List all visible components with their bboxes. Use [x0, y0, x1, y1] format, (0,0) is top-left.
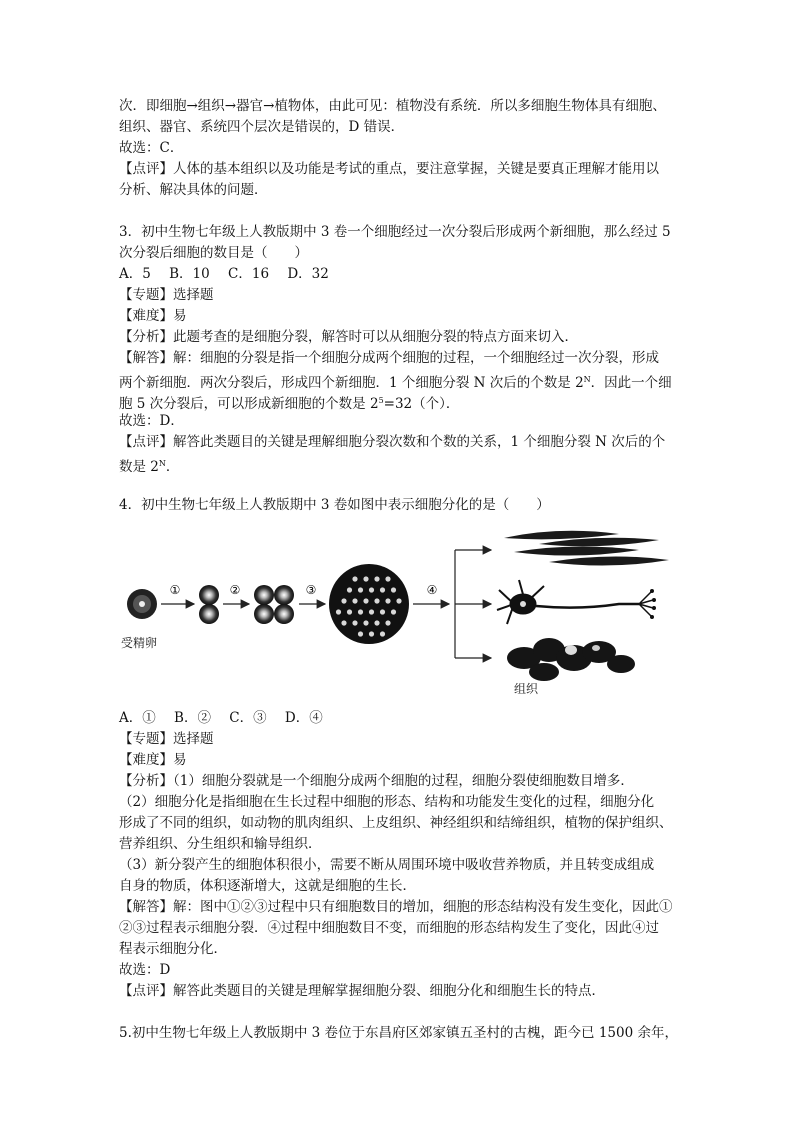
two-cell-stage	[199, 585, 219, 624]
q4-option-a: A．①	[119, 710, 156, 726]
cell-mass-spot	[352, 598, 357, 603]
q3-option-c: C．16	[228, 266, 270, 282]
q3-comment-line-1: 【点评】解答此类题目的关键是理解细胞分裂次数和个数的关系，1 个细胞分裂 N 次后的个	[119, 434, 666, 450]
cell-mass-spot	[385, 620, 390, 625]
cell-mass	[329, 564, 409, 644]
cell-mass-spot	[369, 609, 374, 614]
branch-bracket	[455, 550, 491, 658]
q4-stem: 4．初中生物七年级上人教版期中 3 卷如图中表示细胞分化的是（ ）	[119, 497, 550, 513]
step-label-4: ④	[426, 583, 438, 597]
q4-option-b: B．②	[174, 710, 211, 726]
q3-option-d: D．32	[287, 266, 329, 282]
tissue-label: 组织	[514, 682, 539, 696]
cell-mass-spot	[369, 587, 374, 592]
spacer	[119, 474, 679, 495]
q4-analysis-line-1: 【分析】（1）细胞分裂就是一个细胞分成两个细胞的过程，细胞分裂使细胞数目增多．	[119, 773, 634, 789]
q3-analysis: 【分析】此题考查的是细胞分裂，解答时可以从细胞分裂的特点方面来切入．	[119, 329, 578, 345]
cell-mass-spot	[380, 587, 385, 592]
q3-answer: 故选：D．	[119, 413, 184, 429]
muscle-tissue	[504, 531, 669, 566]
q4-options	[119, 708, 679, 729]
prev-comment-line-1: 【点评】人体的基本组织以及功能是考试的重点，要注意掌握，关键是要真正理解才能用以	[119, 161, 659, 177]
q3-option-a: A．5	[119, 266, 151, 282]
q4-option-d: D．④	[284, 710, 323, 726]
q3-solution-line-3: 胞 5 次分裂后，可以形成新细胞的个数是 $2^5=32$（个）．	[119, 396, 460, 412]
prev-text-line-1: 次．即细胞→组织→器官→植物体，由此可见：植物没有系统．所以多细胞生物体具有细胞、	[119, 98, 666, 114]
q3-comment-line-2: 数是 $2^N$．	[119, 459, 180, 475]
q3-stem-line-1: 3．初中生物七年级上人教版期中 3 卷一个细胞经过一次分裂后形成两个新细胞，那么经过 5	[119, 224, 671, 240]
prev-comment-line-2: 分析、解决具体的问题．	[119, 182, 268, 198]
document-page	[119, 96, 679, 1044]
cell-mass-spot	[385, 576, 390, 581]
q3-topic: 【专题】选择题	[119, 287, 214, 303]
cell-mass-spot	[352, 576, 357, 581]
tissue-cell-cluster	[507, 638, 635, 681]
q3-difficulty: 【难度】易	[119, 308, 187, 324]
step-label-2: ②	[229, 583, 241, 597]
q4-analysis-line-4: 营养组织、分生组织和输导组织．	[119, 836, 322, 852]
q4-difficulty: 【难度】易	[119, 752, 187, 768]
q4-option-c: C．③	[229, 710, 267, 726]
cell-mass-spot	[391, 609, 396, 614]
q3-stem-line-2: 次分裂后细胞的数目是（ ）	[119, 245, 308, 261]
q4-analysis-line-5: （3）新分裂产生的细胞体积很小，需要不断从周围环境中吸收营养物质，并且转变成组成	[119, 857, 655, 873]
q4-solution-line-3: 程表示细胞分化．	[119, 941, 227, 957]
prev-answer: 故选：C．	[119, 140, 184, 156]
cell-mass-spot	[341, 620, 346, 625]
four-cell-stage	[254, 585, 294, 624]
cell-mass-spot	[358, 631, 363, 636]
q3-option-b: B．10	[169, 266, 210, 282]
fertilized-egg-label: 受精卵	[121, 636, 158, 650]
cell-mass-spot	[380, 631, 385, 636]
q4-analysis-line-3: 形成了不同的组织，如动物的肌肉组织、上皮组织、神经组织和结缔组织，植物的保护组织、	[119, 815, 673, 831]
cell-mass-spot	[358, 609, 363, 614]
cell-differentiation-figure	[119, 520, 679, 700]
step-label-1: ①	[169, 583, 181, 597]
cell-mass-spot	[374, 576, 379, 581]
fertilized-egg	[127, 589, 157, 619]
cell-mass-spot	[363, 576, 368, 581]
nerve-cell	[497, 580, 656, 624]
q5-stem: 5.初中生物七年级上人教版期中 3 卷位于东昌府区郊家镇五圣村的古槐，距今已 1500 余年，	[119, 1025, 678, 1041]
q3-solution-line-2: 两个新细胞．两次分裂后，形成四个新细胞．1 个细胞分裂 N 次后的个数是 $2^N$．因此一个细	[119, 375, 672, 391]
q4-comment: 【点评】解答此类题目的关键是理解掌握细胞分裂、细胞分化和细胞生长的特点．	[119, 983, 605, 999]
spacer	[119, 201, 679, 222]
q4-answer: 故选：D	[119, 962, 171, 978]
cell-mass-spot	[363, 598, 368, 603]
q3-options	[119, 264, 679, 285]
cell-mass-spot	[369, 631, 374, 636]
figure-svg	[119, 520, 679, 700]
spacer	[119, 1002, 679, 1023]
cell-mass-spot	[347, 609, 352, 614]
cell-mass-spot	[363, 620, 368, 625]
q3-solution-line-1: 【解答】解：细胞的分裂是指一个细胞分成两个细胞的过程，一个细胞经过一次分裂，形成	[119, 350, 659, 366]
cell-mass-spot	[352, 620, 357, 625]
q4-analysis-line-2: （2）细胞分化是指细胞在生长过程中细胞的形态、结构和功能发生变化的过程，细胞分化	[119, 794, 655, 810]
step-label-3: ③	[305, 583, 317, 597]
cell-mass-spot	[374, 598, 379, 603]
cell-mass-spot	[391, 587, 396, 592]
q4-topic: 【专题】选择题	[119, 731, 214, 747]
cell-mass-spot	[385, 598, 390, 603]
cell-mass-spot	[374, 620, 379, 625]
q4-analysis-line-6: 自身的物质，体积逐渐增大，这就是细胞的生长．	[119, 878, 416, 894]
cell-mass-spot	[347, 587, 352, 592]
cell-mass-spot	[396, 598, 401, 603]
cell-mass-spot	[336, 609, 341, 614]
cell-mass-spot	[380, 609, 385, 614]
cell-mass-spot	[358, 587, 363, 592]
prev-text-line-2: 组织、器官、系统四个层次是错误的，D 错误．	[119, 119, 405, 135]
q4-solution-line-2: ②③过程表示细胞分裂．④过程中细胞数目不变，而细胞的形态结构发生了变化，因此④过	[119, 920, 659, 936]
q4-solution-line-1: 【解答】解：图中①②③过程中只有细胞数目的增加，细胞的形态结构没有发生变化，因此①	[119, 899, 673, 915]
cell-mass-spot	[341, 598, 346, 603]
